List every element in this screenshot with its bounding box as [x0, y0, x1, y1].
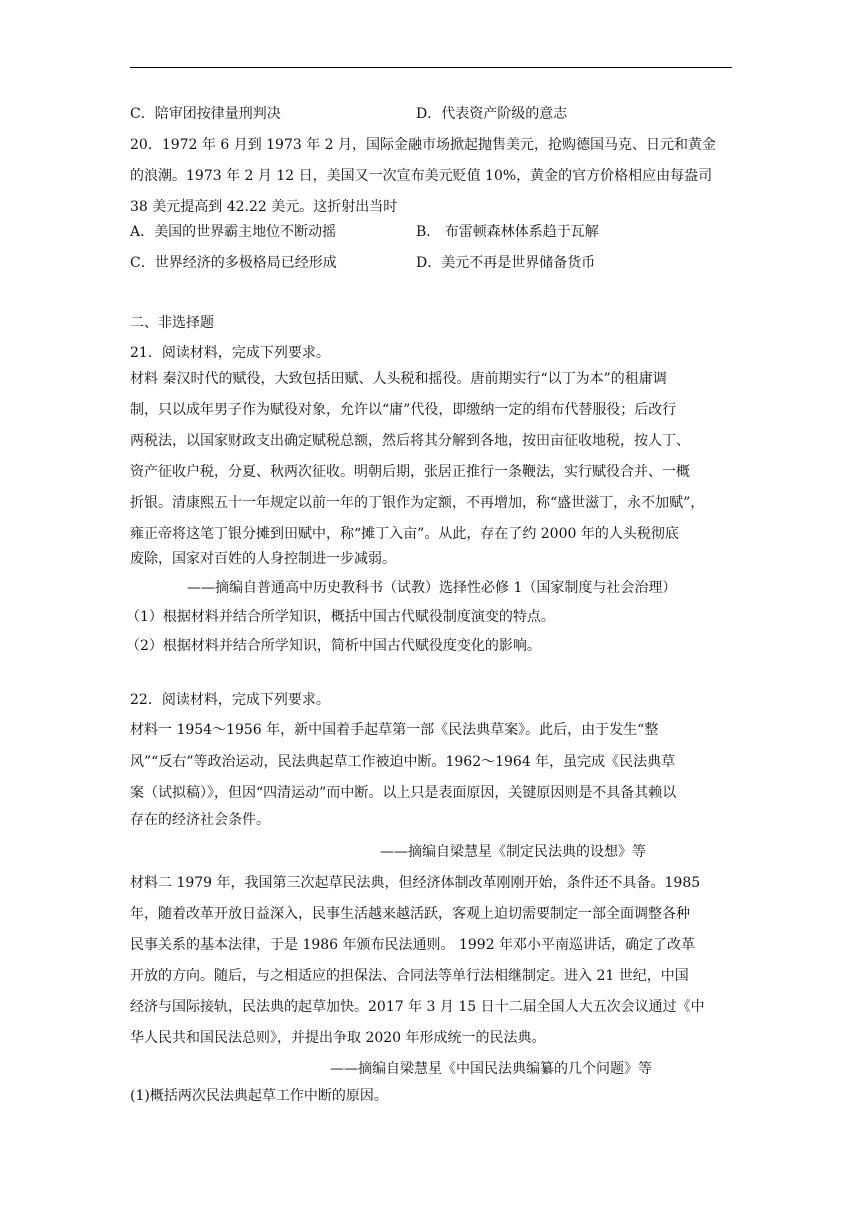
section2-heading: 二、非选择题 [130, 315, 214, 331]
q21-stem: 21．阅读材料，完成下列要求。 [130, 345, 330, 361]
header-rule [130, 67, 732, 68]
q22-source-2: ——摘编自梁慧星《中国民法典编纂的几个问题》等 [330, 1061, 652, 1077]
q22-material1-line-3: 案（试拟稿）》，但因“四清运动”而中断。以上只是表面原因，关键原因则是不具备其赖以 [130, 785, 677, 801]
q21-material-line-2: 制，只以成年男子作为赋役对象，允许以“庸”代役，即缴纳一定的绢布代替服役；后改行 [130, 402, 677, 418]
q21-subquestion-2: （2）根据材料并结合所学知识，简析中国古代赋役度变化的影响。 [126, 638, 541, 654]
q21-source: ——摘编自普通高中历史教科书（试教）选择性必修 1（国家制度与社会治理） [187, 580, 677, 596]
q22-material2-line-6: 华人民共和国民法总则》，并提出争取 2020 年形成统一的民法典。 [130, 1030, 546, 1046]
q20-options-row-1 [130, 222, 740, 242]
q22-material2-line-3: 民事关系的基本法律，于是 1986 年颁布民法通则。 1992 年邓小平南巡讲话，确定了改革 [130, 937, 696, 953]
q19-options-row [130, 104, 740, 124]
q22-source-1: ——摘编自梁慧星《制定民法典的设想》等 [380, 844, 646, 860]
q22-material2-line-5: 经济与国际接轨，民法典的起草加快。2017 年 3 月 15 日十二届全国人大五次会议通过《中 [130, 999, 705, 1015]
q20-option-d: D．美元不再是世界储备货币 [416, 255, 596, 271]
q22-subquestion-1: (1)概括两次民法典起草工作中断的原因。 [130, 1088, 388, 1104]
q21-material-line-4: 资产征收户税，分夏、秋两次征收。明朝后期，张居正推行一条鞭法，实行赋役合并、一概 [130, 464, 690, 480]
q22-material2-line-4: 开放的方向。随后，与之相适应的担保法、合同法等单行法相继制定。进入 21 世纪，中国 [130, 968, 689, 984]
q22-material2-line-1: 材料二 1979 年，我国第三次起草民法典，但经济体制改革刚刚开始，条件还不具备。1985 [130, 875, 701, 891]
q19-option-c: C．陪审团按律量刑判决 [130, 106, 281, 122]
q21-material-line-1: 材料 秦汉时代的赋役，大致包括田赋、人头税和摇役。唐前期实行“以丁为本”的租庸调 [130, 371, 667, 387]
q20-options-row-2 [130, 253, 740, 273]
q21-material-line-6: 雍正帝将这笔丁银分摊到田赋中，称“摊丁入亩”。从此，存在了约 2000 年的人头税彻底 [130, 526, 679, 542]
q20-option-b: B． 布雷顿森林体系趋于瓦解 [416, 224, 599, 240]
q21-material-line-5: 折银。清康熙五十一年规定以前一年的丁银作为定额，不再增加，称“盛世滋丁，永不加赋”， [130, 495, 705, 511]
q21-subquestion-1: （1）根据材料并结合所学知识，概括中国古代赋役制度演变的特点。 [126, 609, 555, 625]
q20-stem-line-3: 38 美元提高到 42.22 美元。这折射出当时 [130, 199, 398, 215]
q22-material1-line-1: 材料一 1954～1956 年，新中国着手起草第一部《民法典草案》。此后，由于发生“整 [130, 722, 659, 738]
q22-material1-line-4: 存在的经济社会条件。 [130, 812, 270, 828]
q20-stem-line-1: 20．1972 年 6 月到 1973 年 2 月，国际金融市场掀起抛售美元，抢购德国马克、日元和黄金 [130, 137, 717, 153]
q20-stem-line-2: 的浪潮。1973 年 2 月 12 日，美国又一次宣布美元贬值 10%，黄金的官方价格相应由每盎司 [130, 168, 713, 184]
q21-material-line-3: 两税法，以国家财政支出确定赋税总额，然后将其分解到各地，按田亩征收地税，按人丁、 [130, 433, 690, 449]
q22-material1-line-2: 风”“反右”等政治运动，民法典起草工作被迫中断。1962～1964 年，虽完成《民法典草 [130, 754, 676, 770]
q19-option-d: D．代表资产阶级的意志 [416, 106, 568, 122]
q22-stem: 22．阅读材料，完成下列要求。 [130, 692, 330, 708]
q22-material2-line-2: 年，随着改革开放日益深入，民事生活越来越活跃，客观上迫切需要制定一部全面调整各种 [130, 906, 690, 922]
q20-option-c: C．世界经济的多极格局已经形成 [130, 255, 337, 271]
q20-option-a: A．美国的世界霸主地位不断动摇 [130, 224, 337, 240]
q21-material-line-7: 废除，国家对百姓的人身控制进一步减弱。 [130, 551, 396, 567]
